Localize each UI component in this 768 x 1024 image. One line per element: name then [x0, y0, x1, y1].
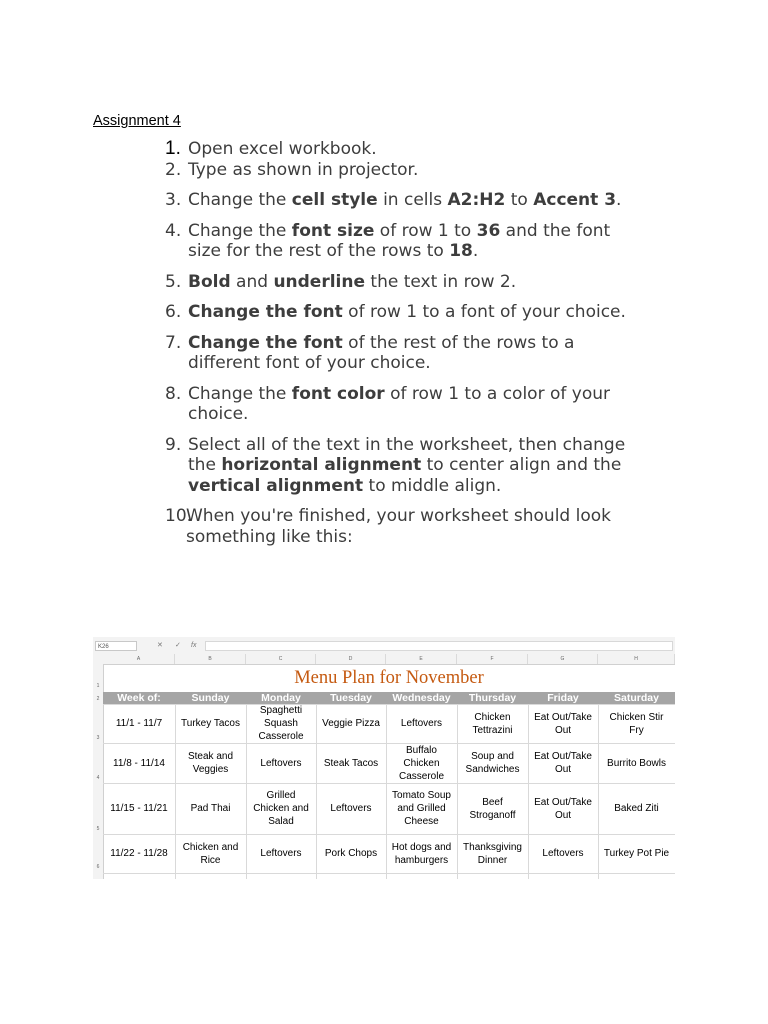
table-cell: Veggie Pizza [322, 718, 380, 729]
instruction-step [165, 160, 635, 181]
sheet-title: Menu Plan for November [294, 668, 484, 688]
step-number: 2. [165, 159, 182, 180]
step-emphasis: Change the font [188, 332, 343, 353]
step-emphasis: horizontal alignment [221, 455, 422, 475]
name-box: K26 [95, 641, 137, 651]
table-cell: Thanksgiving Dinner [463, 841, 522, 866]
formula-input [205, 641, 673, 651]
table-cell: Eat Out/Take Out [534, 751, 592, 775]
step-number: 6. [165, 302, 182, 322]
table-cell: Pork Chops [324, 848, 378, 859]
step-emphasis: cell style [291, 190, 378, 210]
header-cell: Sunday [191, 692, 230, 704]
step-text: . [472, 241, 479, 261]
header-cell: Monday [261, 692, 301, 704]
step-text: of row 1 to a color of your choice. [188, 383, 610, 424]
table-cell: Eat Out/Take Out [534, 711, 592, 736]
instruction-step [165, 302, 635, 323]
step-number: 5. [165, 271, 182, 292]
step-text: to center align and the [421, 455, 622, 475]
header-cell: Friday [547, 692, 579, 704]
table-cell: Leftovers [260, 848, 302, 859]
step-text: Change the [188, 190, 292, 210]
grid-line [103, 743, 675, 744]
column-header: H [598, 654, 675, 664]
table-cell: Tomato Soup and Grilled Cheese [392, 790, 451, 827]
table-cell: Chicken Stir Fry [609, 711, 664, 736]
instruction-step [165, 384, 635, 425]
step-emphasis: 36 [476, 220, 501, 241]
row-header: 6 [96, 864, 100, 870]
column-headers [93, 654, 675, 665]
table-cell: Turkey Tacos [181, 718, 240, 729]
step-text: When you're finished, your worksheet should look something like this: [186, 506, 611, 547]
table-cell: Hot dogs and hamburgers [391, 841, 452, 866]
step-text: . [616, 190, 622, 210]
column-header: C [246, 654, 316, 664]
grid-line [103, 873, 675, 874]
step-number: 7. [165, 332, 182, 353]
step-text: Change the [188, 383, 292, 404]
step-text: to middle align. [363, 475, 502, 496]
cancel-icon: ✕ [157, 642, 163, 649]
step-text: the text in row 2. [365, 271, 517, 292]
table-cell: Chicken and Rice [182, 841, 239, 866]
table-cell: Leftovers [330, 803, 372, 814]
step-text: Change the [188, 220, 292, 241]
column-header: B [175, 654, 246, 664]
column-header: G [528, 654, 598, 664]
table-cell: 11/1 - 11/7 [115, 718, 163, 729]
excel-worksheet-screenshot [93, 637, 675, 879]
row-header: 5 [96, 826, 100, 832]
header-row [103, 692, 675, 704]
step-text: to [505, 190, 534, 210]
table-cell: Leftovers [260, 757, 302, 769]
grid-line [103, 834, 675, 835]
table-cell: Chicken Tettrazini [472, 711, 513, 736]
header-cell: Wednesday [392, 692, 451, 704]
row-header: 1 [96, 683, 100, 689]
step-number: 10. [165, 506, 193, 526]
step-emphasis: underline [273, 271, 366, 292]
table-cell: Turkey Pot Pie [603, 848, 670, 859]
grid-line [246, 704, 247, 879]
fx-icon: fx [191, 642, 197, 649]
column-header: F [457, 654, 528, 664]
table-cell: Pad Thai [190, 803, 231, 814]
table-cell: Eat Out/Take Out [534, 796, 592, 821]
column-header: E [386, 654, 457, 664]
grid-line [598, 704, 599, 879]
table-cell: Burrito Bowls [607, 757, 666, 769]
step-text: and the font size for the rest of the rows to [188, 220, 611, 261]
step-emphasis: 18 [449, 241, 473, 261]
table-cell: Baked Ziti [614, 803, 659, 814]
header-cell: Tuesday [330, 692, 372, 704]
instruction-step [165, 190, 635, 211]
step-text: Select all of the text in the worksheet, then change the [188, 434, 626, 475]
step-number: 4. [165, 220, 182, 241]
step-text: and [230, 271, 274, 292]
step-number: 9. [165, 434, 182, 455]
step-emphasis: Change the font [188, 302, 343, 322]
table-cell: Buffalo Chicken Casserole [398, 744, 445, 782]
step-emphasis: Bold [188, 271, 231, 292]
table-cell: Beef Stroganoff [469, 796, 516, 821]
grid-line [316, 704, 317, 879]
confirm-icon: ✓ [175, 642, 181, 649]
instruction-step [165, 139, 635, 160]
grid-line [457, 704, 458, 879]
step-emphasis: font size [291, 220, 375, 241]
table-cell: Leftovers [400, 718, 443, 729]
table-cell: Leftovers [542, 848, 584, 859]
step-emphasis: Accent 3 [533, 190, 617, 210]
grid-line [175, 704, 176, 879]
table-cell: Soup and Sandwiches [465, 751, 520, 775]
step-emphasis: A2:H2 [447, 190, 506, 210]
grid-line [386, 704, 387, 879]
table-cell: Grilled Chicken and Salad [253, 790, 309, 827]
step-text: Type as shown in projector. [188, 159, 419, 180]
step-number: 1. [165, 138, 181, 159]
table-cell: 11/15 - 11/21 [110, 803, 168, 814]
row-header: 2 [96, 696, 100, 702]
step-text: of the rest of the rows to a different font of your choice. [188, 332, 575, 373]
table-cell: Steak and Veggies [187, 751, 234, 775]
step-text: Open excel workbook. [188, 139, 377, 159]
header-cell: Week of: [117, 692, 161, 704]
formula-bar [93, 637, 675, 655]
instruction-step [165, 333, 635, 374]
step-text: of row 1 to a font of your choice. [342, 302, 626, 322]
column-header: D [316, 654, 386, 664]
instruction-step [165, 221, 635, 262]
step-number: 3. [165, 190, 182, 210]
column-header: A [103, 654, 175, 664]
instruction-step [165, 506, 635, 547]
row-header: 4 [96, 775, 100, 781]
instruction-step [165, 435, 635, 497]
step-number: 8. [165, 383, 182, 404]
table-cell: Spaghetti Squash Casserole [258, 705, 304, 742]
step-emphasis: vertical alignment [188, 475, 364, 496]
grid-line [528, 704, 529, 879]
assignment-heading: Assignment 4 [93, 113, 181, 129]
step-emphasis: font color [291, 383, 385, 404]
header-cell: Thursday [468, 692, 517, 704]
instruction-step [165, 272, 635, 293]
header-cell: Saturday [614, 692, 659, 704]
table-cell: 11/8 - 11/14 [113, 757, 165, 769]
grid-line [103, 704, 675, 705]
step-text: in cells [377, 190, 448, 210]
step-text: of row 1 to [374, 220, 477, 241]
grid-line [103, 783, 675, 784]
instruction-list [165, 139, 635, 557]
row-header: 3 [96, 735, 100, 741]
table-cell: Steak Tacos [323, 757, 379, 769]
table-cell: 11/22 - 11/28 [110, 848, 168, 859]
